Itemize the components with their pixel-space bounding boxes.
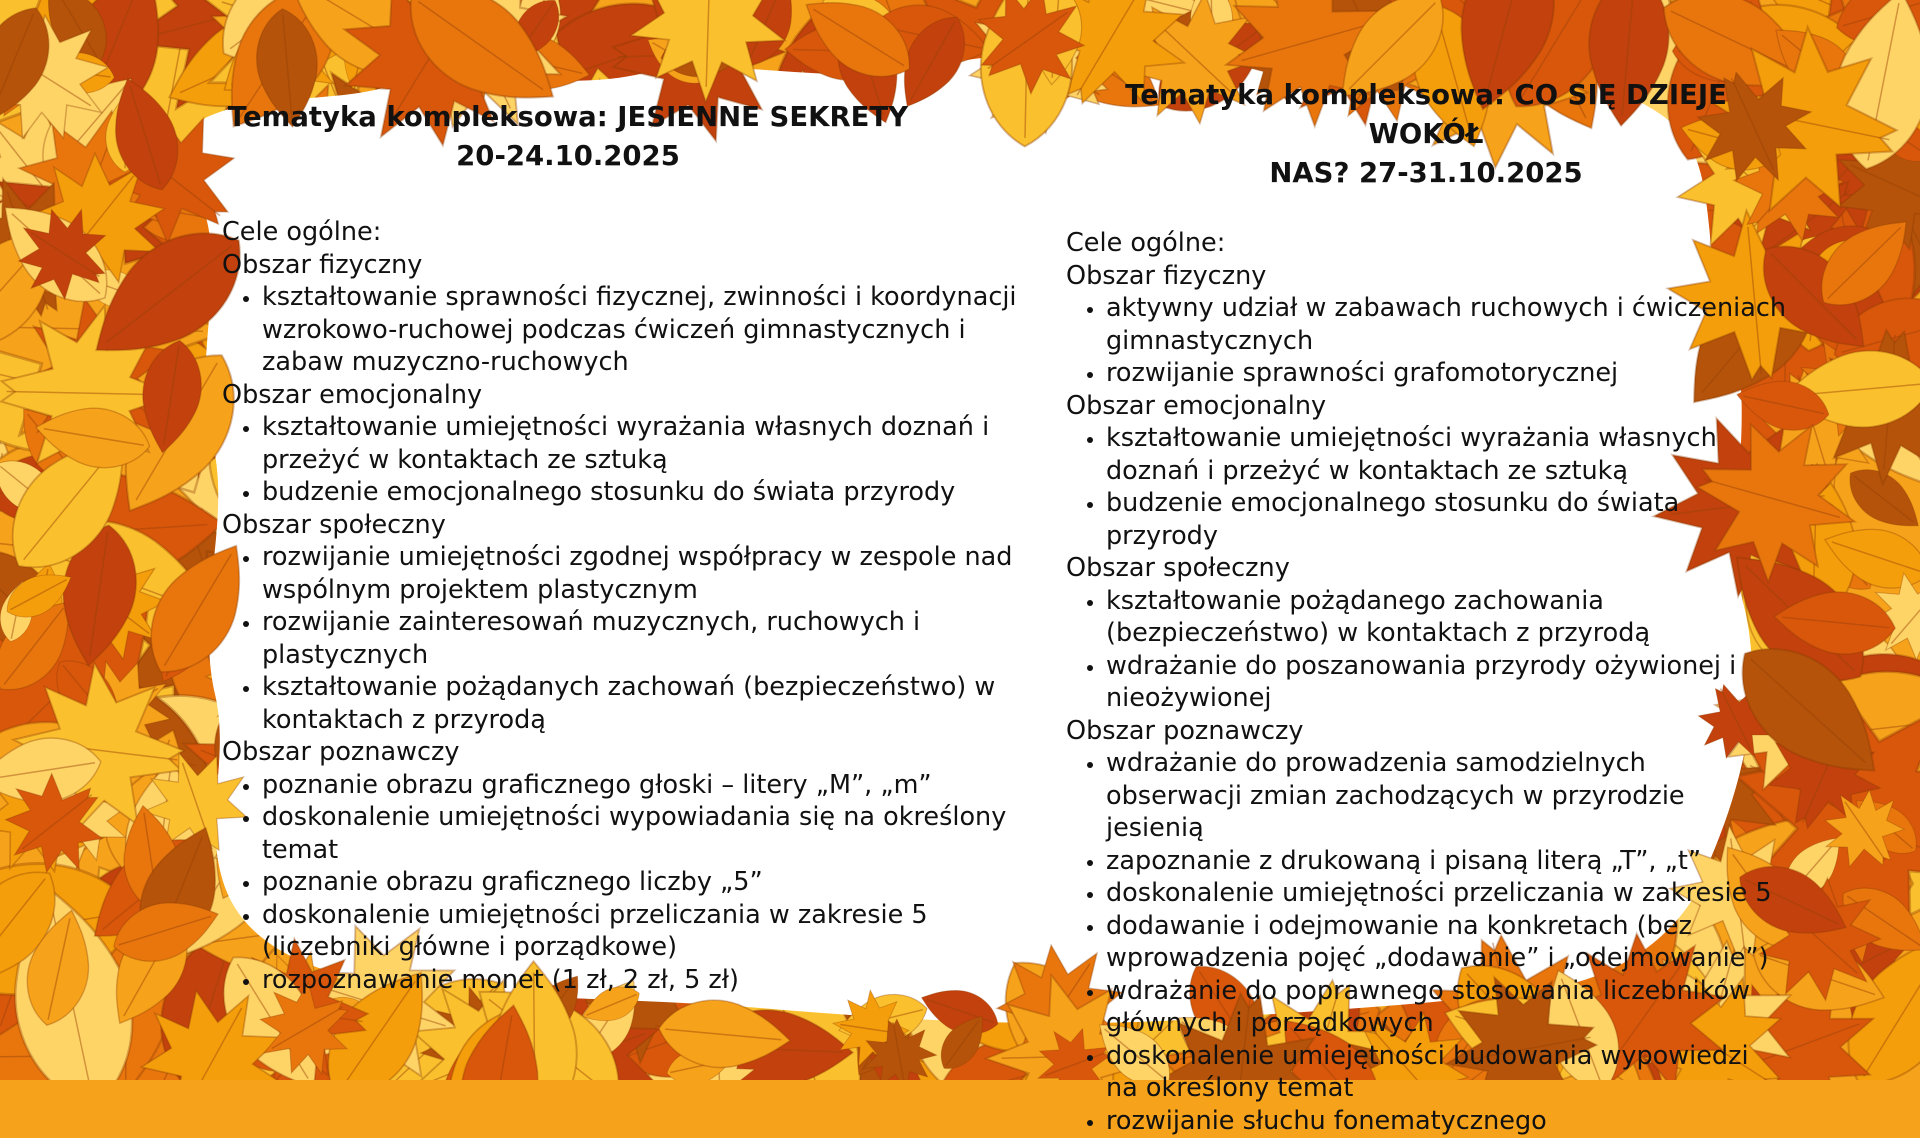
left-title-line1: Tematyka kompleksowa: JESIENNE SEKRETY [228,101,908,133]
left-topic-title [168,98,968,176]
list-item: • kształtowanie pożądanych zachowań (bezpieczeństwo) w kontaktach z przyrodą [262,671,1022,736]
list-item: • poznanie obrazu graficznego głoski – litery „M”, „m” [262,769,1022,802]
left-title-line2: 20-24.10.2025 [456,140,680,172]
left-goals-list [222,249,1022,997]
right-area-bullets [1066,585,1786,715]
left-area-title: Obszar emocjonalny [222,379,1022,412]
right-goals-list [1066,260,1786,1138]
list-item: • rozwijanie słuchu fonematycznego [1106,1105,1786,1138]
left-area-title: Obszar fizyczny [222,249,1022,282]
list-item: • doskonalenie umiejętności wypowiadania się na określony temat [262,801,1022,866]
list-item: • doskonalenie umiejętności przeliczania w zakresie 5 (liczebniki główne i porządkowe) [262,899,1022,964]
left-area-bullets [222,769,1022,997]
left-topic-panel [222,98,1022,996]
right-area-title: Obszar emocjonalny [1066,390,1786,423]
right-goals-intro: Cele ogólne: [1066,227,1786,260]
right-area-bullets [1066,747,1786,1137]
right-area-bullets [1066,292,1786,390]
list-item: • budzenie emocjonalnego stosunku do świata przyrody [1106,487,1786,552]
list-item: • zapoznanie z drukowaną i pisaną literą „T”, „t” [1106,845,1786,878]
right-topic-panel [1066,76,1786,1137]
left-area-bullets [222,411,1022,509]
left-area-bullets [222,281,1022,379]
left-area-title: Obszar poznawczy [222,736,1022,769]
list-item: • doskonalenie umiejętności budowania wypowiedzi na określony temat [1106,1040,1786,1105]
list-item: • kształtowanie umiejętności wyrażania własnych doznań i przeżyć w kontaktach ze sztuką [1106,422,1786,487]
list-item: • dodawanie i odejmowanie na konkretach (bez wprowadzenia pojęć „dodawanie” i „odejmowanie”) [1106,910,1786,975]
list-item: • kształtowanie umiejętności wyrażania własnych doznań i przeżyć w kontaktach ze sztuką [262,411,1022,476]
list-item: • kształtowanie pożądanego zachowania (bezpieczeństwo) w kontaktach z przyrodą [1106,585,1786,650]
left-goals-intro: Cele ogólne: [222,216,1022,249]
list-item: • rozwijanie zainteresowań muzycznych, ruchowych i plastycznych [262,606,1022,671]
right-area-title: Obszar fizyczny [1066,260,1786,293]
list-item: • rozpoznawanie monet (1 zł, 2 zł, 5 zł) [262,964,1022,997]
left-area-title: Obszar społeczny [222,509,1022,542]
right-area-title: Obszar społeczny [1066,552,1786,585]
list-item: • poznanie obrazu graficznego liczby „5” [262,866,1022,899]
list-item: • wdrażanie do poszanowania przyrody ożywionej i nieożywionej [1106,650,1786,715]
list-item: • aktywny udział w zabawach ruchowych i ćwiczeniach gimnastycznych [1106,292,1786,357]
right-topic-title [1066,76,1786,193]
list-item: • doskonalenie umiejętności przeliczania w zakresie 5 [1106,877,1786,910]
right-title-line1: Tematyka kompleksowa: CO SIĘ DZIEJE WOKÓŁ [1125,79,1727,150]
right-area-title: Obszar poznawczy [1066,715,1786,748]
list-item: • kształtowanie sprawności fizycznej, zwinności i koordynacji wzrokowo-ruchowej podczas ćwiczeń gimnastycznych i zabaw muzyczno-ruchowych [262,281,1022,379]
right-area-bullets [1066,422,1786,552]
list-item: • budzenie emocjonalnego stosunku do świata przyrody [262,476,1022,509]
list-item: • rozwijanie umiejętności zgodnej współpracy w zespole nad wspólnym projektem plastycznym [262,541,1022,606]
left-area-bullets [222,541,1022,736]
right-title-line2: NAS? 27-31.10.2025 [1269,157,1582,189]
list-item: • rozwijanie sprawności grafomotorycznej [1106,357,1786,390]
list-item: • wdrażanie do poprawnego stosowania liczebników głównych i porządkowych [1106,975,1786,1040]
list-item: • wdrażanie do prowadzenia samodzielnych obserwacji zmian zachodzących w przyrodzie jesienią [1106,747,1786,845]
